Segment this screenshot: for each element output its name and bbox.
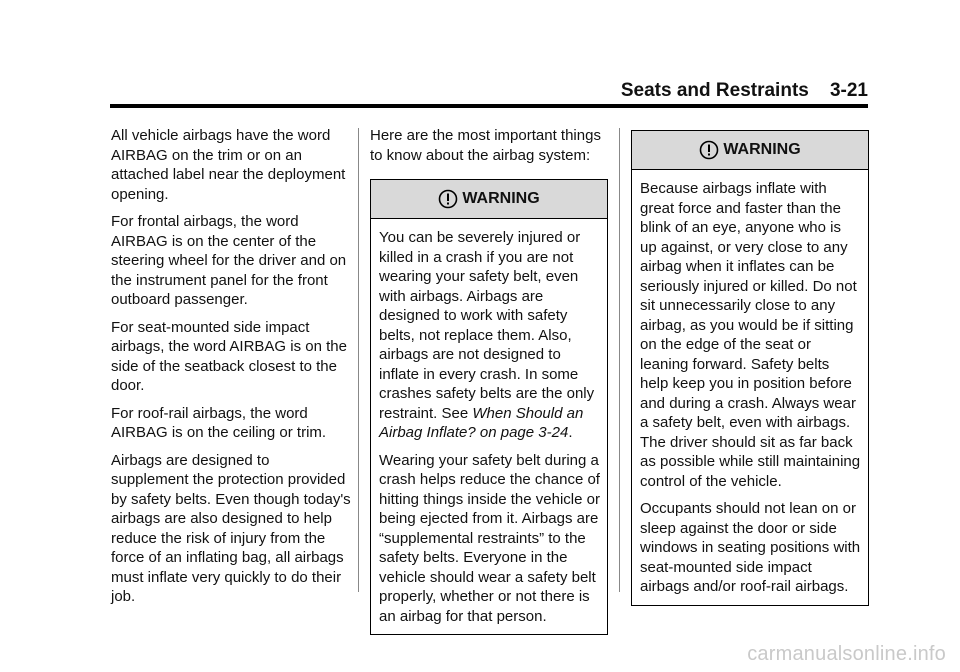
column-2 — [370, 126, 608, 635]
cross-reference: When Should an Airbag Inflate? on page 3-24 — [379, 404, 584, 441]
warning-paragraph — [379, 228, 600, 443]
warning-icon — [699, 140, 719, 160]
paragraph: For seat-mounted side impact airbags, the word AIRBAG is on the side of the seatback closest to the door. — [111, 318, 347, 394]
warning-paragraph: Wearing your safety belt during a crash helps reduce the chance of hitting things inside the vehicle or being ejected from it. Airbags are “supplemental restraints” to the safety belts. Everyone in the vehicle should wear a safety belt properly, whether or not there is an airbag for that person. — [379, 451, 600, 625]
page-header — [110, 80, 868, 107]
column-1 — [111, 126, 351, 615]
warning-header — [632, 131, 868, 170]
warning-text-end: . — [568, 424, 573, 441]
warning-paragraph: Occupants should not lean on or sleep against the door or side windows in seating positions with seat-mounted side impact airbags and/or roof-rail airbags. — [640, 500, 861, 595]
header-title — [621, 80, 868, 102]
section-title: Seats and Restraints — [620, 80, 809, 101]
paragraph: For roof-rail airbags, the word AIRBAG is on the ceiling or trim. — [111, 404, 327, 441]
watermark: carmanualsonline.info — [747, 643, 946, 665]
paragraph: For frontal airbags, the word AIRBAG is on the center of the steering wheel for the driver and on the instrument panel for the front outboard passenger. — [111, 213, 347, 308]
warning-body — [632, 170, 868, 605]
warning-box — [370, 179, 608, 635]
warning-title: WARNING — [723, 141, 801, 159]
paragraph: Airbags are designed to supplement the protection provided by safety belts. Even though today's airbags are also designed to help reduce the risk of injury from the force of an inflating bag, all airbags must inflate very quickly to do their job. — [111, 451, 351, 605]
column-divider — [619, 128, 620, 592]
header-rule — [110, 104, 868, 108]
warning-body — [371, 219, 607, 634]
warning-paragraph: Because airbags inflate with great force and faster than the blink of an eye, anyone who is up against, or very close to any airbag when it inflates can be seriously injured or killed. Do not sit unnecessarily close to any airbag, as you would be if sitting on the edge of the seat or leaning forward. Safety belts help keep you in position before and during a crash. Always wear a safety belt, even with airbags. The driver should sit as far back as possible while still maintaining control of the vehicle. — [640, 180, 861, 490]
warning-text: You can be severely injured or killed in a crash if you are not wearing your safety belt, even with airbags. Airbags are designed to work with safety belts, not replace them. Also, airbags are not designed to inflate in every crash. In some crashes safety belts are the only restraint. See — [379, 229, 595, 422]
page-number: 3-21 — [829, 80, 868, 101]
warning-header — [371, 180, 607, 219]
warning-icon — [438, 189, 458, 209]
paragraph: All vehicle airbags have the word AIRBAG on the trim or on an attached label near the deployment opening. — [111, 127, 346, 203]
column-divider — [358, 128, 359, 592]
intro-paragraph: Here are the most important things to know about the airbag system: — [370, 127, 601, 164]
column-3 — [631, 130, 869, 606]
warning-box — [631, 130, 869, 606]
warning-title: WARNING — [462, 190, 540, 208]
